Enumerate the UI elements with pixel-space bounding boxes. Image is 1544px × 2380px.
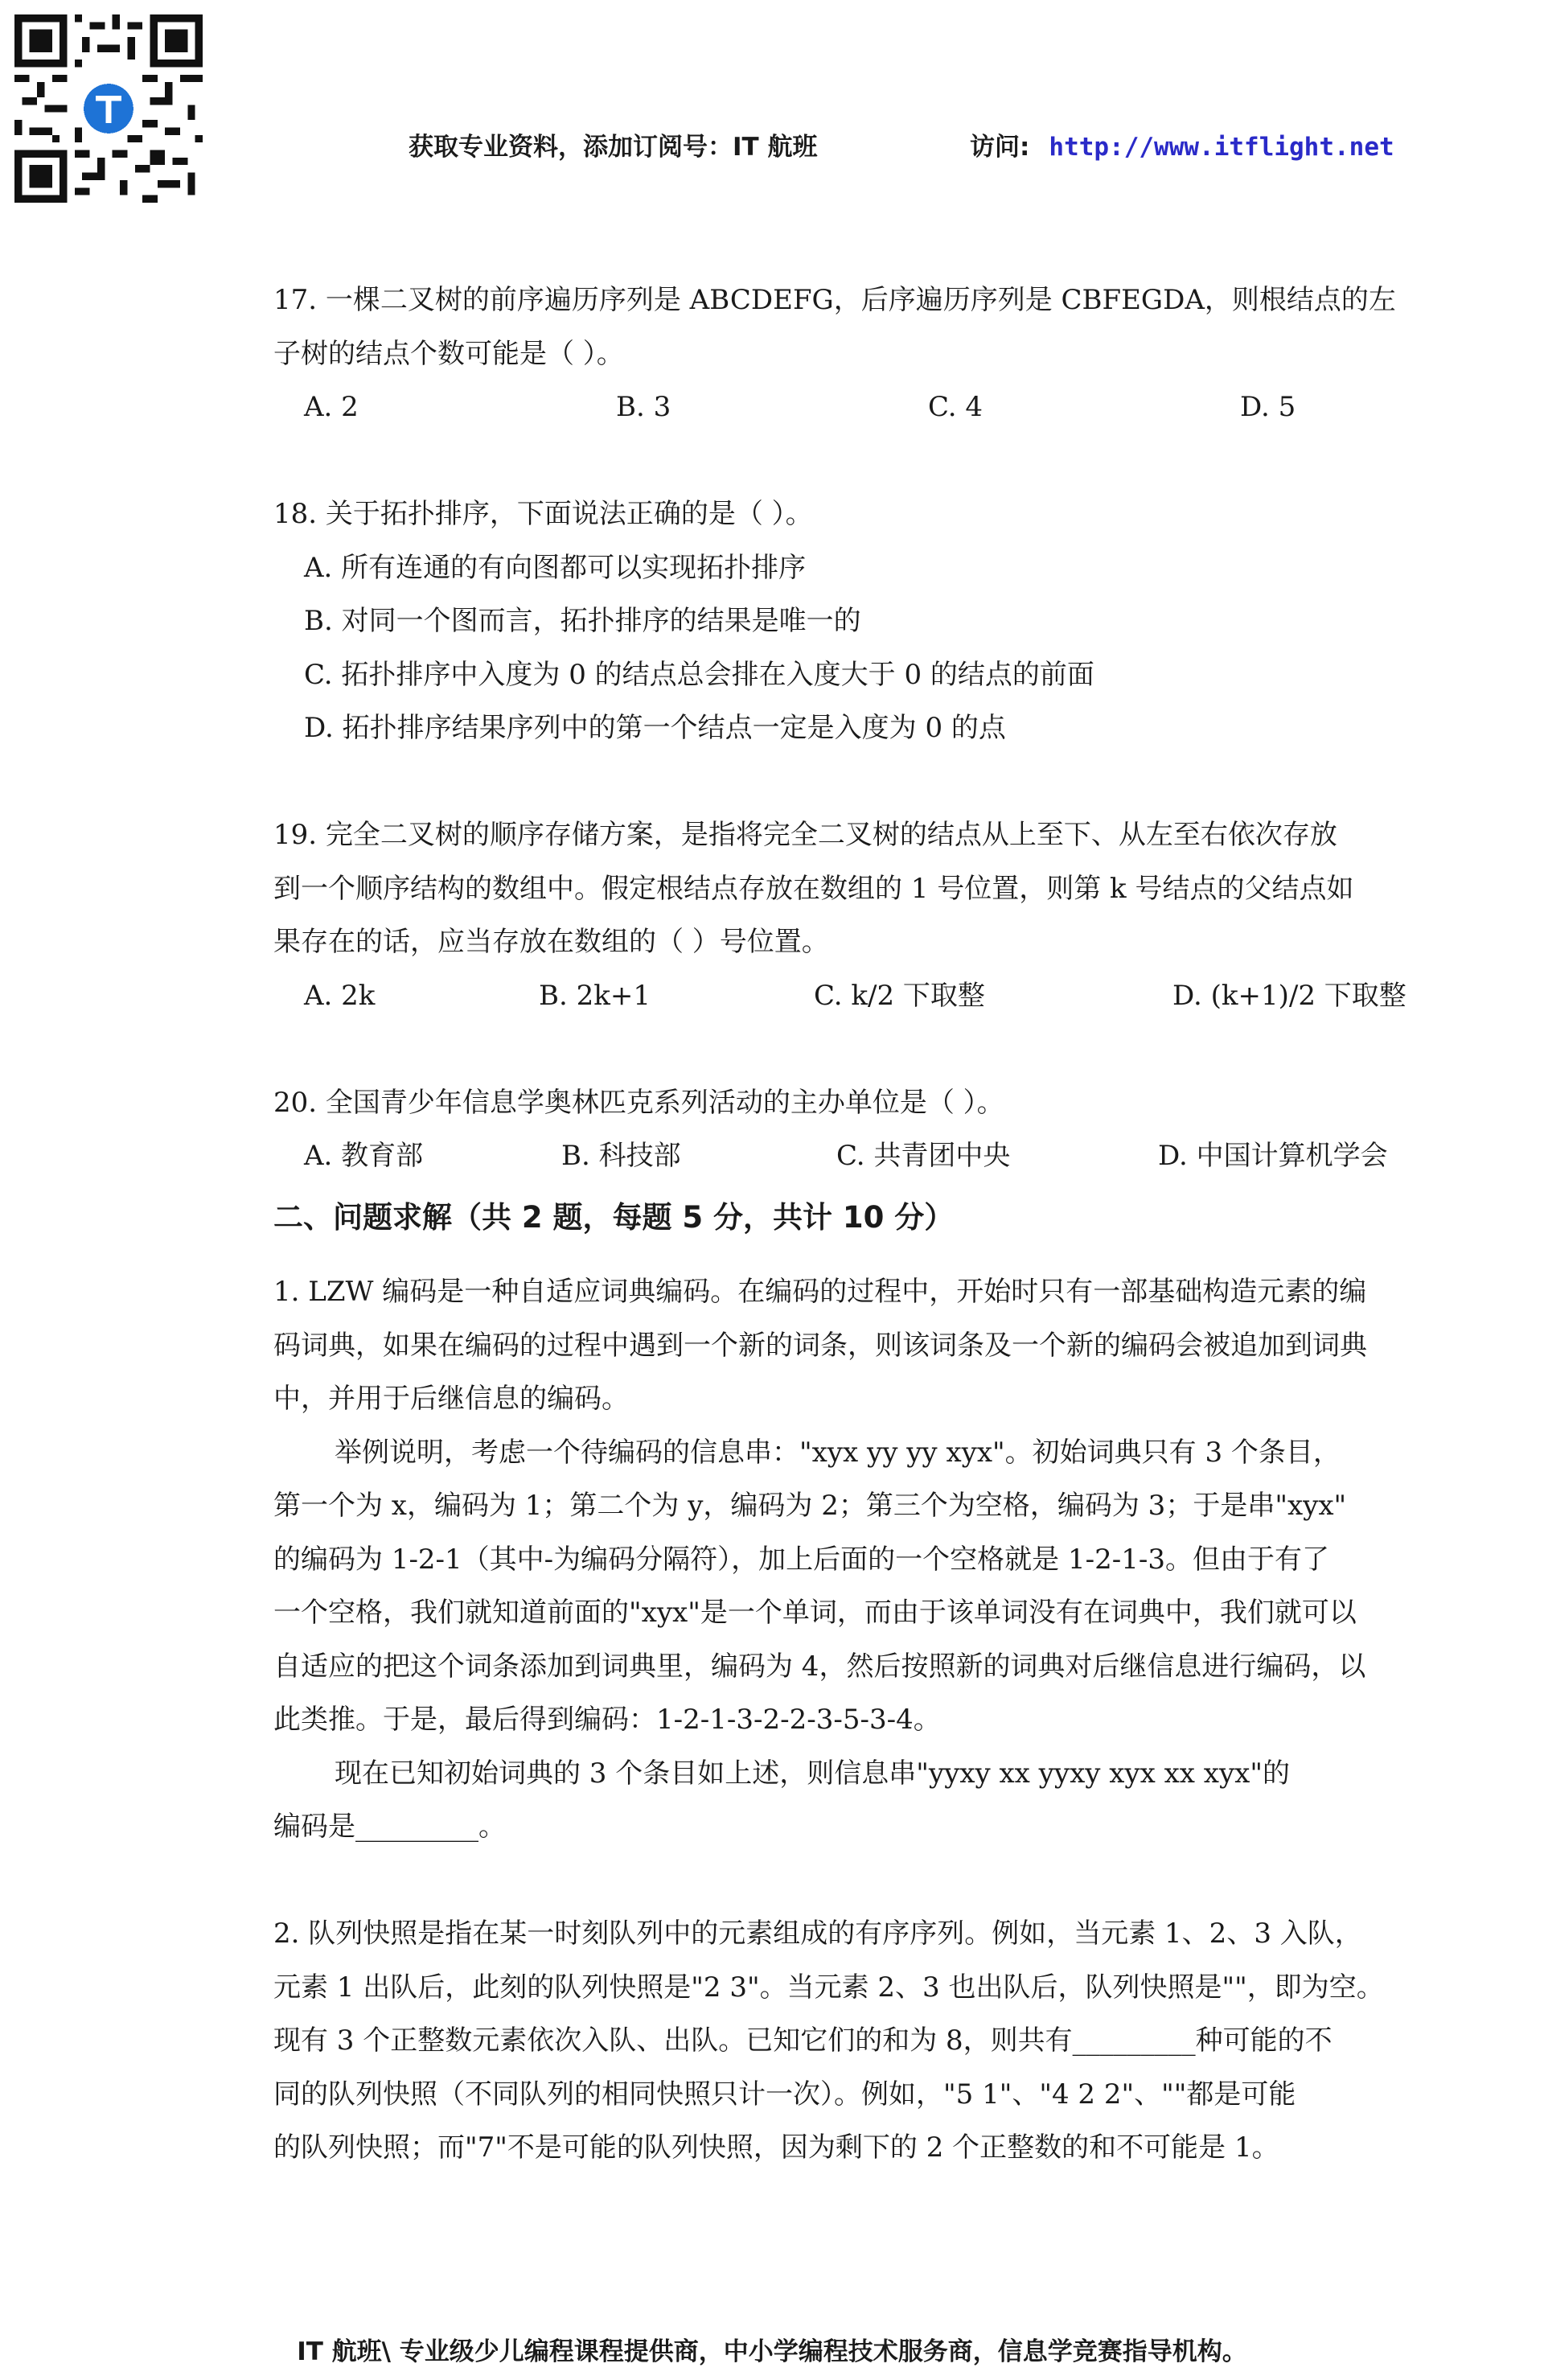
q19-options [273, 969, 1528, 1023]
website-link[interactable]: http://www.itflight.net [1049, 133, 1394, 162]
p2-line-3: 现有 3 个正整数元素依次入队、出队。已知它们的和为 8，则共有_________种可能的不 [273, 2024, 1333, 2057]
q17-options [273, 380, 1528, 434]
p1-example-line-6: 此类推。于是，最后得到编码：1-2-1-3-2-2-3-5-3-4。 [273, 1704, 941, 1736]
p1-line-3: 中，并用于后继信息的编码。 [273, 1383, 629, 1415]
q19-option-d: D. (k+1)/2 下取整 [1172, 979, 1406, 1012]
page-content [273, 273, 1528, 2175]
q20-options [273, 1129, 1528, 1183]
q20-option-b: B. 科技部 [561, 1140, 681, 1172]
subscribe-text: 获取专业资料，添加订阅号：IT 航班 [409, 133, 818, 162]
p1-example-line-5: 自适应的把这个词条添加到词典里，编码为 4，然后按照新的词典对后继信息进行编码，以 [273, 1650, 1366, 1683]
q19-option-a: A. 2k [304, 979, 376, 1012]
p1-example-line-4: 一个空格，我们就知道前面的"xyx"是一个单词，而由于该单词没有在词典中，我们就可以 [273, 1597, 1357, 1629]
q20-option-a: A. 教育部 [304, 1140, 424, 1172]
section-2-title: 二、问题求解（共 2 题，每题 5 分，共计 10 分） [273, 1199, 955, 1235]
q18-option-b: B. 对同一个图而言，拓扑排序的结果是唯一的 [304, 605, 861, 637]
p1-task-line-1: 现在已知初始词典的 3 个条目如上述，则信息串"yyxy xx yyxy xyx xx xyx"的 [335, 1757, 1290, 1790]
q19-line-3: 果存在的话，应当存放在数组的（ ）号位置。 [273, 926, 829, 958]
q17-line-2: 子树的结点个数可能是（ ）。 [273, 337, 624, 370]
p2-line-4: 同的队列快照（不同队列的相同快照只计一次）。例如，"5 1"、"4 2 2"、""都是可能 [273, 2078, 1296, 2111]
q19-line-2: 到一个顺序结构的数组中。假定根结点存放在数组的 1 号位置，则第 k 号结点的父结点如 [273, 872, 1354, 905]
p1-example-line-2: 第一个为 x，编码为 1；第二个为 y，编码为 2；第三个为空格，编码为 3；于是串"xyx" [273, 1490, 1347, 1522]
q20-stem: 20. 全国青少年信息学奥林匹克系列活动的主办单位是（ ）。 [273, 1086, 1004, 1119]
q18-option-d: D. 拓扑排序结果序列中的第一个结点一定是入度为 0 的点 [304, 712, 1006, 744]
q17-option-b: B. 3 [616, 391, 671, 423]
p1-example-line-3: 的编码为 1-2-1（其中-为编码分隔符），加上后面的一个空格就是 1-2-1-3。但由于有了 [273, 1543, 1329, 1576]
q17-line-1: 17. 一棵二叉树的前序遍历序列是 ABCDEFG，后序遍历序列是 CBFEGDA，则根结点的左 [273, 284, 1396, 316]
q18-option-c: C. 拓扑排序中入度为 0 的结点总会排在入度大于 0 的结点的前面 [304, 658, 1094, 691]
q18-stem: 18. 关于拓扑排序，下面说法正确的是（ ）。 [273, 498, 813, 530]
qr-code [14, 14, 203, 203]
page-footer: IT 航班\ 专业级少儿编程课程提供商，中小学编程技术服务商，信息学竞赛指导机构。 [297, 2337, 1247, 2366]
q19-line-1: 19. 完全二叉树的顺序存储方案，是指将完全二叉树的结点从上至下、从左至右依次存放 [273, 819, 1337, 851]
q17-option-d: D. 5 [1240, 391, 1296, 423]
q18-option-a: A. 所有连通的有向图都可以实现拓扑排序 [304, 551, 807, 584]
q20-option-d: D. 中国计算机学会 [1158, 1140, 1388, 1172]
q17-option-a: A. 2 [304, 391, 359, 423]
q19-option-b: B. 2k+1 [539, 979, 651, 1012]
q17-option-c: C. 4 [928, 391, 983, 423]
page-header [0, 126, 1544, 165]
visit-label: 访问: [970, 133, 1030, 162]
visit-line [970, 126, 1394, 162]
q19-option-c: C. k/2 下取整 [814, 979, 985, 1012]
p2-line-5: 的队列快照；而"7"不是可能的队列快照，因为剩下的 2 个正整数的和不可能是 1。 [273, 2131, 1279, 2164]
p1-task-line-2: 编码是_________。 [273, 1811, 506, 1843]
q20-option-c: C. 共青团中央 [836, 1140, 1011, 1172]
p2-line-2: 元素 1 出队后，此刻的队列快照是"2 3"。当元素 2、3 也出队后，队列快照是""，即为空。 [273, 1971, 1384, 2004]
p1-line-2: 码词典，如果在编码的过程中遇到一个新的词条，则该词条及一个新的编码会被追加到词典 [273, 1329, 1367, 1362]
p1-line-1: 1. LZW 编码是一种自适应词典编码。在编码的过程中，开始时只有一部基础构造元素的编 [273, 1276, 1367, 1308]
p1-example-line-1: 举例说明，考虑一个待编码的信息串："xyx yy yy xyx"。初始词典只有 3 个条目， [335, 1436, 1341, 1469]
p2-line-1: 2. 队列快照是指在某一时刻队列中的元素组成的有序序列。例如，当元素 1、2、3 入队， [273, 1918, 1362, 1950]
